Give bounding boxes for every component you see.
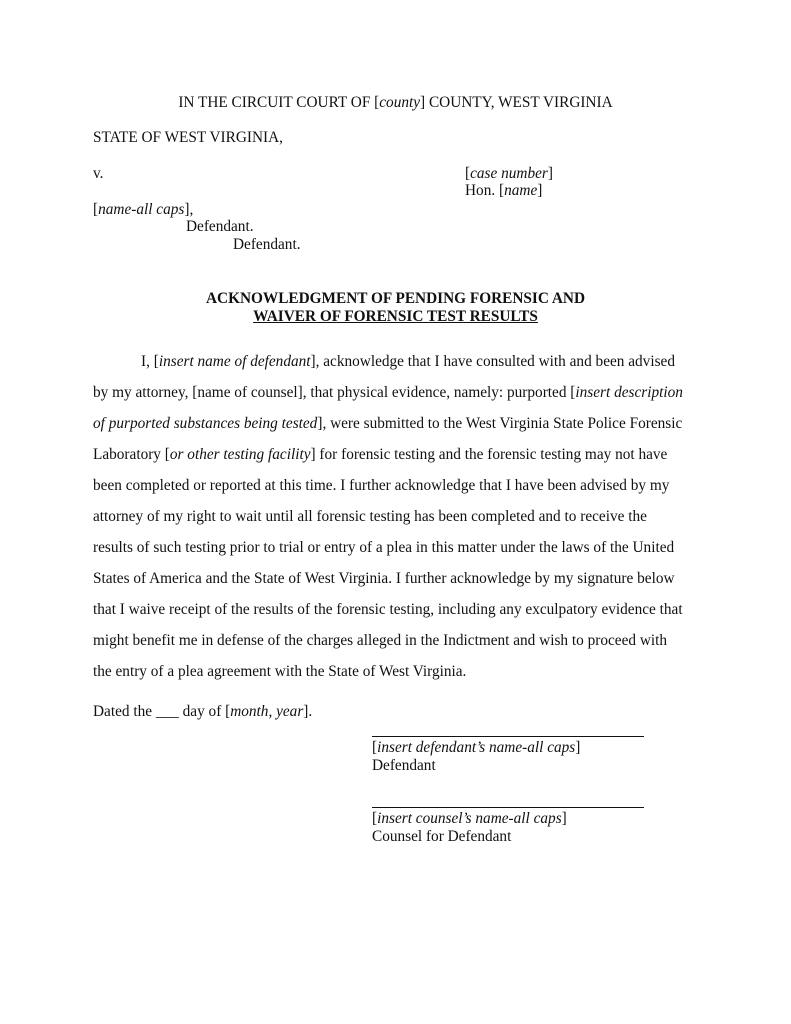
versus-label: v. xyxy=(93,165,104,182)
judge-name-placeholder: name xyxy=(504,182,538,199)
counsel-signature-name xyxy=(372,810,567,828)
defendant-signature-line xyxy=(372,736,644,737)
defendant-signature-name xyxy=(372,739,580,757)
document-title-line1: ACKNOWLEDGMENT OF PENDING FORENSIC AND xyxy=(205,290,586,307)
acknowledgment-paragraph xyxy=(93,346,703,687)
bracket-open: [ xyxy=(372,810,378,827)
text-run: I, [ xyxy=(141,353,159,370)
text-run: by my attorney, [name of counsel], that physical evidence, namely: purported [ xyxy=(93,384,576,401)
defendant-signature-placeholder: insert defendant’s name-all caps xyxy=(377,739,576,756)
text-run: ], acknowledge that I have consulted with and been advised xyxy=(310,353,675,370)
bracket-close: ], xyxy=(184,201,194,218)
text-run: ] for forensic testing and the forensic testing may not have xyxy=(310,446,668,463)
counsel-signature-line xyxy=(372,807,644,808)
defendant-name-placeholder: insert name of defendant xyxy=(158,353,311,370)
paragraph-line: might benefit me in defense of the charges alleged in the Indictment and wish to proceed with xyxy=(93,632,668,649)
paragraph-line: the entry of a plea agreement with the State of West Virginia. xyxy=(93,663,467,680)
defendant-label: Defendant. xyxy=(186,218,254,235)
bracket-open: [ xyxy=(465,165,471,182)
paragraph-line: been completed or reported at this time. I further acknowledge that I have been advised by my xyxy=(93,477,670,494)
defendant-name-placeholder: name-all caps xyxy=(98,201,185,218)
paragraph-line: that I waive receipt of the results of the forensic testing, including any exculpatory evidence that xyxy=(93,601,683,618)
defendant-label-repeat: Defendant. xyxy=(233,236,301,253)
court-heading-suffix: ] COUNTY, WEST VIRGINIA xyxy=(420,94,613,111)
paragraph-line: States of America and the State of West Virginia. I further acknowledge by my signature below xyxy=(93,570,675,587)
document-title-line2 xyxy=(0,308,791,326)
case-number xyxy=(465,165,553,183)
dated-suffix: ]. xyxy=(303,703,313,720)
facility-placeholder: or other testing facility xyxy=(169,446,311,463)
paragraph-line: attorney of my right to wait until all forensic testing has been completed and to receive the xyxy=(93,508,647,525)
bracket-close: ] xyxy=(561,810,567,827)
paragraph-line xyxy=(93,377,703,408)
dated-line xyxy=(93,703,312,721)
court-heading-prefix: IN THE CIRCUIT COURT OF [ xyxy=(178,94,380,111)
counsel-signature-placeholder: insert counsel’s name-all caps xyxy=(377,810,562,827)
court-heading xyxy=(0,94,791,112)
month-year-placeholder: month, year xyxy=(230,703,304,720)
bracket-close: ] xyxy=(575,739,581,756)
defendant-name xyxy=(93,201,193,219)
counsel-signature-role: Counsel for Defendant xyxy=(372,828,512,845)
paragraph-line xyxy=(93,439,703,470)
judge-prefix: Hon. [ xyxy=(465,182,505,199)
text-run: Laboratory [ xyxy=(93,446,170,463)
paragraph-line xyxy=(93,346,703,377)
judge-name xyxy=(465,182,542,200)
bracket-open: [ xyxy=(372,739,378,756)
dated-prefix: Dated the ___ day of [ xyxy=(93,703,231,720)
plaintiff-name: STATE OF WEST VIRGINIA, xyxy=(93,129,283,146)
defendant-signature-role: Defendant xyxy=(372,757,436,774)
document-title-line2-text: WAIVER OF FORENSIC TEST RESULTS xyxy=(253,308,538,325)
bracket-open: [ xyxy=(93,201,99,218)
description-placeholder: insert description xyxy=(575,384,683,401)
paragraph-line xyxy=(93,408,703,439)
bracket-close: ] xyxy=(547,165,553,182)
case-number-placeholder: case number xyxy=(470,165,548,182)
court-county-placeholder: county xyxy=(379,94,421,111)
bracket-close: ] xyxy=(537,182,543,199)
text-run: ], were submitted to the West Virginia State Police Forensic xyxy=(317,415,683,432)
paragraph-line: results of such testing prior to trial or entry of a plea in this matter under the laws of the United xyxy=(93,539,675,556)
description-placeholder: of purported substances being tested xyxy=(93,415,318,432)
